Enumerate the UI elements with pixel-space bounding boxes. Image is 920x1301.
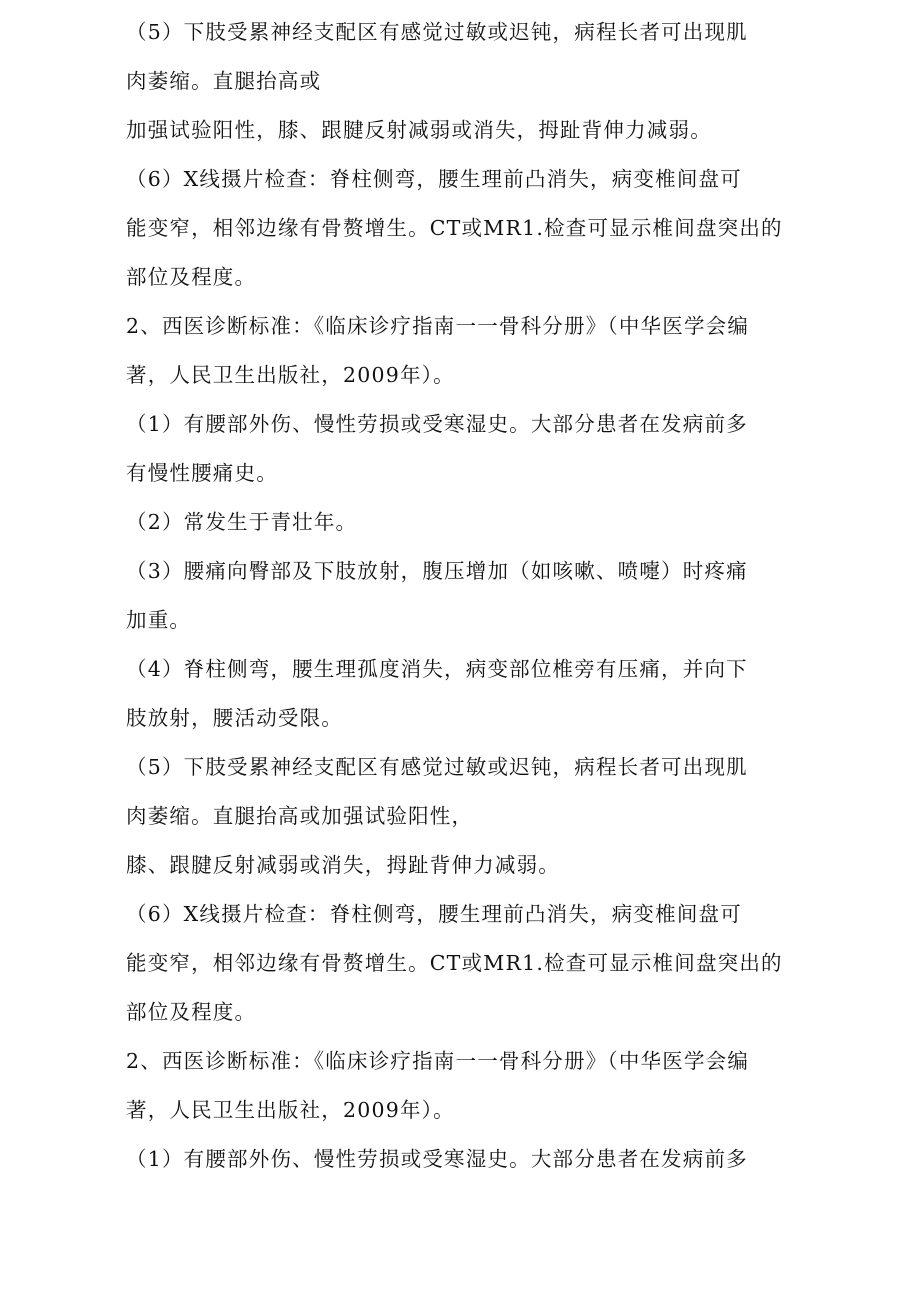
text-line: 2、西医诊断标准：《临床诊疗指南一一骨科分册》（中华医学会编 bbox=[126, 1049, 750, 1073]
text-line: （6）X线摄片检查：脊柱侧弯，腰生理前凸消失，病变椎间盘可 bbox=[126, 167, 742, 191]
text-line: 加重。 bbox=[126, 608, 192, 632]
text-line: （1）有腰部外伤、慢性劳损或受寒湿史。大部分患者在发病前多 bbox=[126, 412, 748, 436]
text-line: 著，人民卫生出版社，2009年）。 bbox=[126, 363, 455, 387]
text-line: （5）下肢受累神经支配区有感觉过敏或迟钝，病程长者可出现肌 bbox=[126, 755, 748, 779]
text-line: 肢放射，腰活动受限。 bbox=[126, 706, 343, 730]
text-line: 著，人民卫生出版社，2009年）。 bbox=[126, 1098, 455, 1122]
text-line: 能变窄，相邻边缘有骨赘增生。CT或MR1.检查可显示椎间盘突出的 bbox=[126, 216, 783, 240]
text-line: 部位及程度。 bbox=[126, 265, 257, 289]
text-line: （2）常发生于青壮年。 bbox=[126, 510, 358, 534]
text-line: （6）X线摄片检查：脊柱侧弯，腰生理前凸消失，病变椎间盘可 bbox=[126, 902, 742, 926]
text-line: 部位及程度。 bbox=[126, 1000, 257, 1024]
text-line: （1）有腰部外伤、慢性劳损或受寒湿史。大部分患者在发病前多 bbox=[126, 1147, 748, 1171]
text-line: 加强试验阳性，膝、跟腱反射减弱或消失，拇趾背伸力减弱。 bbox=[126, 118, 712, 142]
text-line: 肉萎缩。直腿抬高或加强试验阳性， bbox=[126, 804, 474, 828]
text-line: （5）下肢受累神经支配区有感觉过敏或迟钝，病程长者可出现肌 bbox=[126, 20, 748, 44]
text-line: （3）腰痛向臀部及下肢放射，腹压增加（如咳嗽、喷嚏）时疼痛 bbox=[126, 559, 748, 583]
text-line: 2、西医诊断标准：《临床诊疗指南一一骨科分册》（中华医学会编 bbox=[126, 314, 750, 338]
text-line: 能变窄，相邻边缘有骨赘增生。CT或MR1.检查可显示椎间盘突出的 bbox=[126, 951, 783, 975]
text-line: 肉萎缩。直腿抬高或 bbox=[126, 69, 322, 93]
text-line: （4）脊柱侧弯，腰生理孤度消失，病变部位椎旁有压痛，并向下 bbox=[126, 657, 748, 681]
text-line: 膝、跟腱反射减弱或消失，拇趾背伸力减弱。 bbox=[126, 853, 560, 877]
text-line: 有慢性腰痛史。 bbox=[126, 461, 278, 485]
document-body bbox=[126, 8, 806, 1184]
